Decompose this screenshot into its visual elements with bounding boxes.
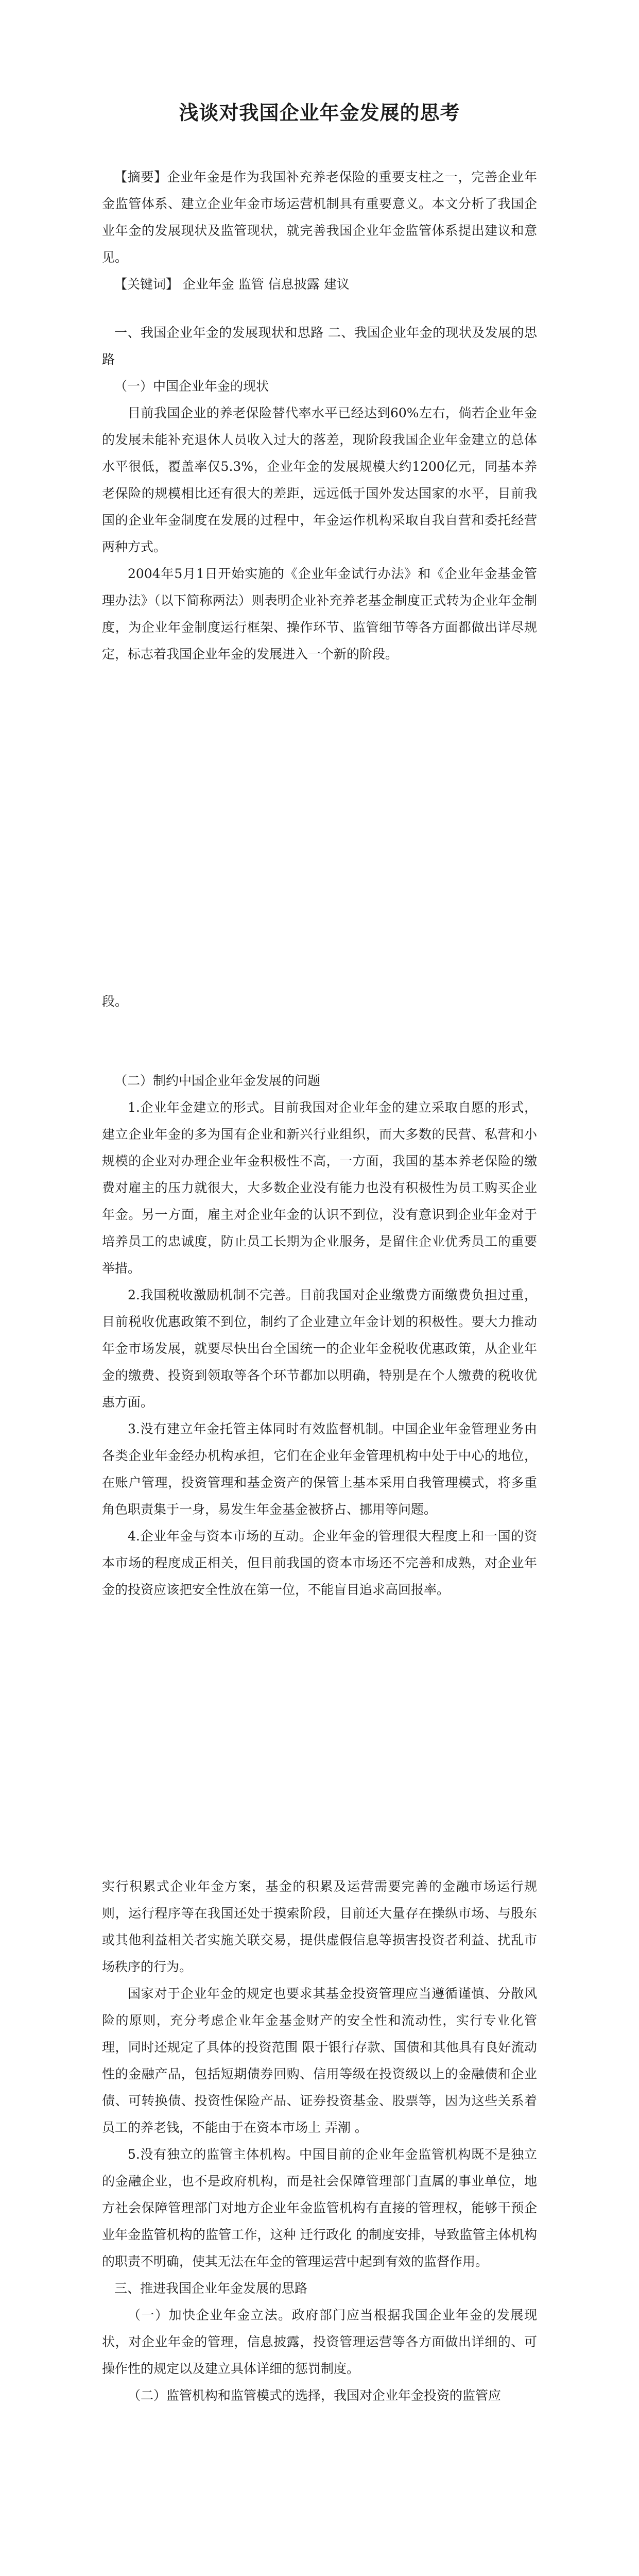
body-paragraph: 段。 xyxy=(102,994,128,1009)
body-paragraph: 目前我国企业的养老保险替代率水平已经达到60%左右，倘若企业年金的发展未能补充退休人员收入过大的落差，现阶段我国企业年金建立的总体水平很低，覆盖率仅5.3%，企业年金的发展规模大约1200亿元，同基本养老保险的规模相比还有很大的差距，远远低于国外发达国家的水平，目前我国的企业年金制度在发展的过程中，年金运作机构采取自我自营和委托经营两种方式。 xyxy=(102,405,537,554)
page-break-continuation xyxy=(102,988,537,1015)
body-paragraph: 1.企业年金建立的形式。目前我国对企业年金的建立采取自愿的形式，建立企业年金的多为国有企业和新兴行业组织，而大多数的民营、私营和小规模的企业对办理企业年金积极性不高，一方面，我国的基本养老保险的缴费对雇主的压力就很大，大多数企业没有能力也没有积极性为员工购买企业年金。另一方面，雇主对企业年金的认识不到位，没有意识到企业年金对于培养员工的忠诚度，防止员工长期为企业服务，是留住企业优秀员工的重要举措。 xyxy=(102,1100,537,1276)
body-paragraph: 5.没有独立的监管主体机构。中国目前的企业年金监管机构既不是独立的金融企业，也不是政府机构，而是社会保障管理部门直属的事业单位，地方社会保障管理部门对地方企业年金监管机构有直接的管理权，能够干预企业年金监管机构的监管工作，这种 迁行政化 的制度安排，导致监管主体机构的职责不明确，使其无法在年金的管理运营中起到有效的监督作用。 xyxy=(102,2147,537,2269)
keywords: 【关键词】 企业年金 监管 信息披露 建议 xyxy=(114,277,350,292)
section-heading-secondary: 二、我国企业年金的现状及发展的思路 xyxy=(102,325,537,367)
section-two-body xyxy=(102,1067,537,1603)
abstract-block xyxy=(102,164,537,298)
body-paragraph: （二）监管机构和监管模式的选择，我国对企业年金投资的监管应 xyxy=(128,2388,502,2403)
section-heading: 三、推进我国企业年金发展的思路 xyxy=(114,2281,308,2296)
body-paragraph: 2.我国税收激励机制不完善。目前我国对企业缴费方面缴费负担过重，目前税收优惠政策不到位，制约了企业建立年金计划的积极性。要大力推动年金市场发展，就要尽快出台全国统一的企业年金税收优惠政策，从企业年金的缴费、投资到领取等各个环节都加以明确，特别是在个人缴费的税收优惠方面。 xyxy=(102,1287,537,1410)
subsection-heading: （一）中国企业年金的现状 xyxy=(114,379,269,394)
section-heading: 一、我国企业年金的发展现状和思路 xyxy=(114,325,324,340)
subsection-heading: （二）制约中国企业年金发展的问题 xyxy=(114,1073,321,1088)
page-title: 浅谈对我国企业年金发展的思考 xyxy=(179,101,460,124)
abstract: 【摘要】企业年金是作为我国补充养老保险的重要支柱之一，完善企业年金监管体系、建立企业年金市场运营机制具有重要意义。本文分析了我国企业年金的发展现状及监管现状，就完善我国企业年金监管体系提出建议和意见。 xyxy=(102,170,537,265)
section-one-heading xyxy=(102,319,537,373)
section-one-body xyxy=(102,373,537,668)
body-paragraph: （一）加快企业年金立法。政府部门应当根据我国企业年金的发展现状，对企业年金的管理，信息披露，投资管理运营等各方面做出详细的、可操作性的规定以及建立具体详细的惩罚制度。 xyxy=(102,2308,537,2376)
body-paragraph: 实行积累式企业年金方案，基金的积累及运营需要完善的金融市场运行规则，运行程序等在我国还处于摸索阶段，目前还大量存在操纵市场、与股东或其他利益相关者实施关联交易，提供虚假信息等损害投资者利益、扰乱市场秩序的行为。 xyxy=(102,1879,537,1974)
body-paragraph: 2004年5月1日开始实施的《企业年金试行办法》和《企业年金基金管理办法》（以下简称两法）则表明企业补充养老基金制度正式转为企业年金制度，为企业年金制度运行框架、操作环节、监管细节等各方面都做出详尽规定，标志着我国企业年金的发展进入一个新的阶段。 xyxy=(102,566,537,662)
body-paragraph: 3.没有建立年金托管主体同时有效监督机制。中国企业年金管理业务由各类企业年金经办机构承担，它们在企业年金管理机构中处于中心的地位，在账户管理，投资管理和基金资产的保管上基本采用自我管理模式，将多重角色职责集于一身，易发生年金基金被挤占、挪用等问题。 xyxy=(102,1421,537,1517)
section-two-continued xyxy=(102,1873,537,2409)
body-paragraph: 4.企业年金与资本市场的互动。企业年金的管理很大程度上和一国的资本市场的程度成正相关，但目前我国的资本市场还不完善和成熟，对企业年金的投资应该把安全性放在第一位，不能盲目追求高回报率。 xyxy=(102,1529,537,1597)
body-paragraph: 国家对于企业年金的规定也要求其基金投资管理应当遵循谨慎、分散风险的原则，充分考虑企业年金基金财产的安全性和流动性，实行专业化管理，同时还规定了具体的投资范围 限于银行存款、国债和其他具有良好流动性的金融产品，包括短期债券回购、信用等级在投资级以上的金融债和企业债、可转换债、投资性保险产品、证券投资基金、股票等，因为这些关系着员工的养老钱，不能由于在资本市场上 弄潮 。 xyxy=(102,1986,537,2135)
